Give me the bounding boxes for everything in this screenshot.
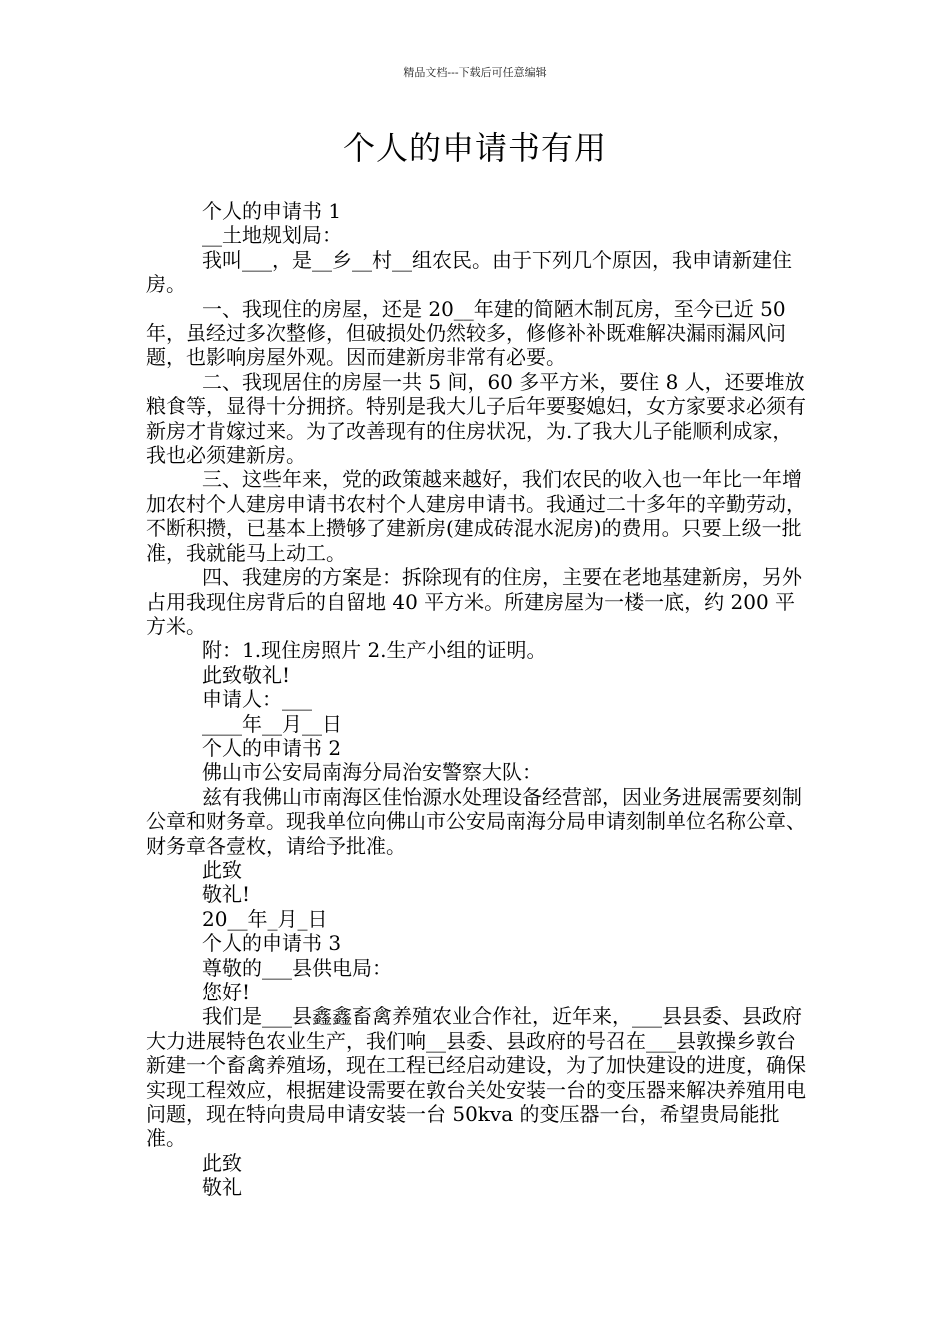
document-title: 个人的申请书有用 [342,129,607,167]
addressee-2: 佛山市公安局南海分局治安警察大队： [202,760,542,785]
paragraph: 三、这些年来，党的政策越来越好，我们农民的收入也一年比一年增加农村个人建房申请书农村个人建房申请书。我通过二十多年的辛勤劳动，不断积攒，已基本上攒够了建新房(建成砖混水泥房)的费用。只要上级一批准，我就能马上动工。 [146,467,806,565]
paragraph: 我叫___，是__乡__村__组农民。由于下列几个原因，我申请新建住房。 [146,247,792,297]
closing-line: 敬礼! [202,882,251,907]
addressee-3: 尊敬的___县供电局： [202,955,392,980]
addressee-1: __土地规划局： [202,223,342,248]
closing-line: 此致 [202,857,242,882]
paragraph: 二、我现居住的房屋一共 5 间，60 多平方米，要住 8 人，还要堆放粮食等，显得十分拥挤。特别是我大儿子后年要娶媳妇，女方家要求必须有新房才肯嫁过来。为了改善现有的住房状况，为.了我大儿子能顺利成家，我也必须建新房。 [146,369,806,468]
closing-line: 敬礼 [202,1175,242,1200]
paragraph: 我们是___县鑫鑫畜禽养殖农业合作社，近年来，___县县委、县政府大力进展特色农业生产，我们响__县委、县政府的号召在___县敦操乡敦台新建一个畜禽养殖场，现在工程已经启动建设，为了加快建设的进度，确保实现工程效应，根据建设需要在敦台关处安装一台的变压器来解决养殖用电问题，现在特向贵局申请安装一台 50kva 的变压器一台，希望贵局能批准。 [146,1004,806,1151]
paragraph: 兹有我佛山市南海区佳怡源水处理设备经营部，因业务进展需要刻制公章和财务章。现我单位向佛山市公安局南海分局申请刻制单位名称公章、财务章各壹枚，请给予批准。 [146,784,806,858]
date-line: ____年__月__日 [202,711,342,736]
paragraph: 四、我建房的方案是：拆除现有的住房，主要在老地基建新房，另外占用我现住房背后的自留地 40 平方米。所建房屋为一楼一底，约 200 平方米。 [146,565,802,638]
date-line: 20__年_月_日 [202,906,328,931]
attachment-line: 附：1.现住房照片 2.生产小组的证明。 [202,638,547,663]
page-header: 精品文档---下载后可任意编辑 [403,66,547,79]
paragraph: 一、我现住的房屋，还是 20__年建的简陋木制瓦房，至今已近 50 年，虽经过多次整修，但破损处仍然较多，修修补补既难解决漏雨漏风问题，也影响房屋外观。因而建新房非常有必要。 [146,296,786,370]
section-heading-1: 个人的申请书 1 [202,199,342,223]
section-heading-2: 个人的申请书 2 [202,735,342,760]
closing-line: 此致敬礼! [202,662,291,687]
greeting-line: 您好! [202,980,251,1004]
document-body [146,199,810,1200]
section-heading-3: 个人的申请书 3 [202,931,342,956]
applicant-line: 申请人：___ [202,687,312,712]
closing-line: 此致 [202,1150,242,1175]
